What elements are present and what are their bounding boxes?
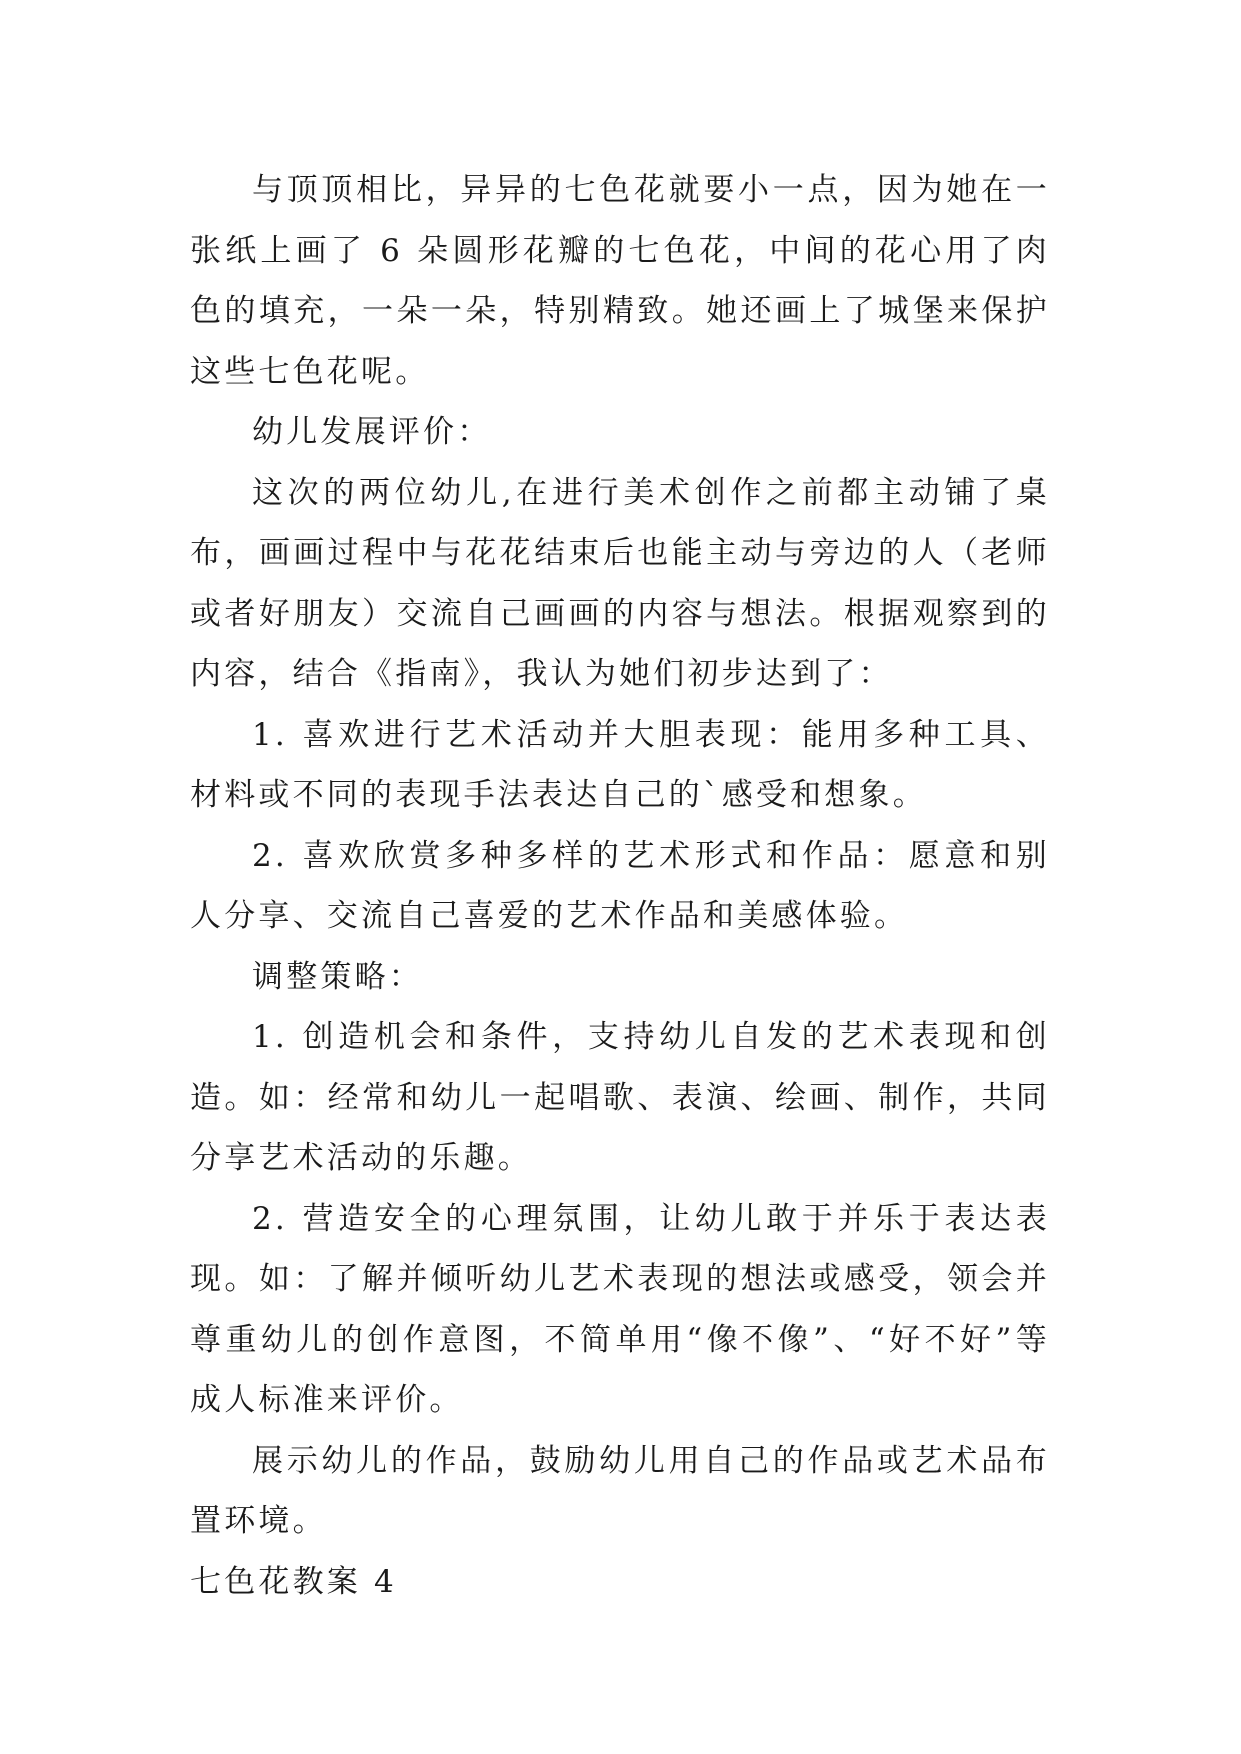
paragraph-goal-1: 1. 喜欢进行艺术活动并大胆表现：能用多种工具、材料或不同的表现手法表达自己的`感受和想象。 <box>190 716 1050 813</box>
section-heading: 七色花教案 4 <box>190 1563 397 1600</box>
paragraph-evaluation: 这次的两位幼儿,在进行美术创作之前都主动铺了桌布，画画过程中与花花结束后也能主动与旁边的人（老师或者好朋友）交流自己画画的内容与想法。根据观察到的内容，结合《指南》，我认为她们初步达到了： <box>190 474 1050 692</box>
paragraph-strategy-heading: 调整策略： <box>252 958 423 995</box>
document-body <box>190 160 1050 1612</box>
paragraph-strategy-2: 2. 营造安全的心理氛围，让幼儿敢于并乐于表达表现。如：了解并倾听幼儿艺术表现的想法或感受，领会并尊重幼儿的创作意图，不简单用“像不像”、“好不好”等成人标准来评价。 <box>190 1200 1050 1418</box>
paragraph-observation: 与顶顶相比，异异的七色花就要小一点，因为她在一张纸上画了 6 朵圆形花瓣的七色花，中间的花心用了肉色的填充，一朵一朵，特别精致。她还画上了城堡来保护这些七色花呢。 <box>190 172 1050 390</box>
paragraph-strategy-1: 1. 创造机会和条件，支持幼儿自发的艺术表现和创造。如：经常和幼儿一起唱歌、表演、绘画、制作，共同分享艺术活动的乐趣。 <box>190 1019 1050 1176</box>
paragraph-goal-2: 2. 喜欢欣赏多种多样的艺术形式和作品：愿意和别人分享、交流自己喜爱的艺术作品和美感体验。 <box>190 837 1050 934</box>
paragraph-display: 展示幼儿的作品，鼓励幼儿用自己的作品或艺术品布置环境。 <box>190 1442 1050 1539</box>
paragraph-evaluation-heading: 幼儿发展评价： <box>252 414 492 450</box>
